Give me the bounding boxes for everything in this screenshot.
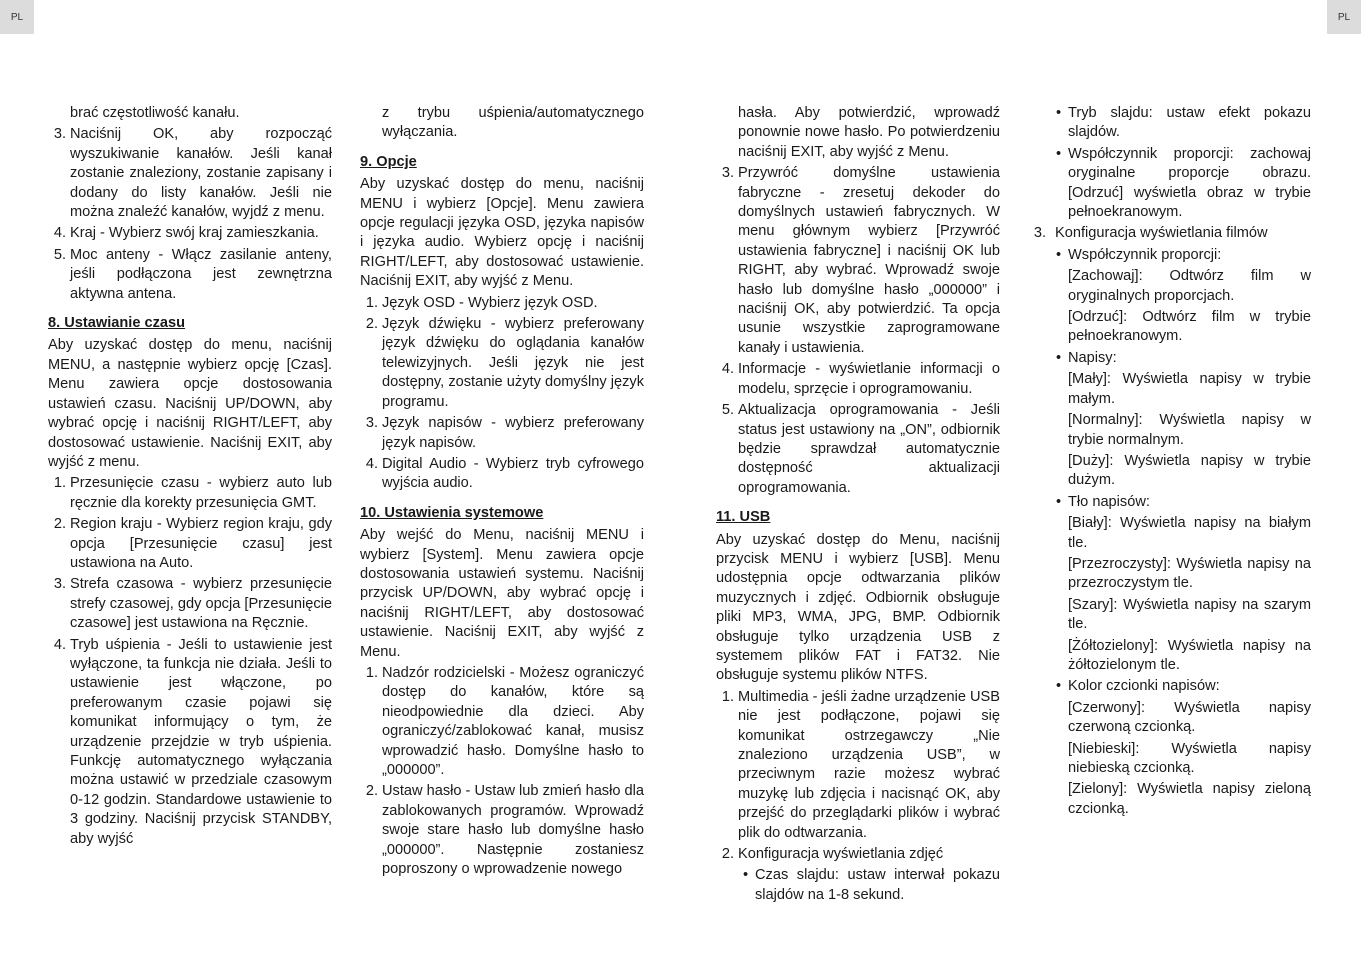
language-tab-right: PL [1327,0,1361,34]
list-item: 3. Strefa czasowa - wybierz przesunięcie strefy czasowej, gdy opcja [Przesunięcie czasowe] jest ustawiona na Ręcznie. [53,576,332,632]
sub-option: [Odrzuć]: Odtwórz film w trybie pełnoekranowym. [1068,309,1311,345]
bullet-item: • Czas slajdu: ustaw interwał pokazu slajdów na 1-8 sekund. [743,867,1000,903]
sub-option: [Biały]: Wyświetla napisy na białym tle. [1068,515,1311,551]
list-item: 1. Przesunięcie czasu - wybierz auto lub ręcznie dla korekty przesunięcia GMT. [53,475,332,511]
list-item: 2. Region kraju - Wybierz region kraju, gdy opcja [Przesunięcie czasu] jest ustawiona na Auto. [53,516,332,571]
list-item: 4. Kraj - Wybierz swój kraj zamieszkania. [53,225,319,242]
list-item: 3. Przywróć domyślne ustawienia fabryczne - zresetuj dekoder do domyślnych ustawień fabrycznych. W menu głównym wybierz [Przywróć ustawienia fabryczne] i naciśnij OK lub RIGHT, aby wybrać. Wprowadź swoje hasło lub domyślne hasło „000000” i naciśnij OK, aby potwierdzić. Ta opcja usunie wszystkie zaprogramowane kanały i ustawienia. [721,165,1000,356]
sub-option: [Zachowaj]: Odtwórz film w oryginalnych proporcjach. [1068,268,1311,304]
sub-option: [Żółtozielony]: Wyświetla napisy na żółtozielonym tle. [1068,637,1311,673]
bullet-item: • Współczynnik proporcji: [1056,246,1222,263]
sub-option: [Mały]: Wyświetla napisy w trybie małym. [1068,371,1311,407]
list-item: 5. Aktualizacja oprogramowania - Jeśli status jest ustawiony na „ON”, odbiornik będzie sprawdzał automatycznie dostępność aktualizacji oprogramowania. [721,402,1000,496]
sub-option: [Niebieski]: Wyświetla napisy niebieską czcionką. [1068,740,1311,776]
list-item: 2. Konfiguracja wyświetlania zdjęć [721,846,944,863]
continued-text: brać częstotliwość kanału. [70,105,240,121]
list-item: 4. Digital Audio - Wybierz tryb cyfrowego wyjścia audio. [365,455,644,492]
sub-option: [Normalny]: Wyświetla napisy w trybie normalnym. [1068,412,1311,448]
column-3 [716,104,1000,907]
section-heading-options: 9. Opcje [360,153,417,170]
list-item: 2. Język dźwięku - wybierz preferowany język dźwięku do oglądania kanałów telewizyjnych. Jeśli język nie jest dostępny, zostanie użyty domyślny język programu. [365,316,644,410]
continued-text: z trybu uśpienia/automatycznego wyłączania. [382,105,644,141]
language-tab-left: PL [0,0,34,34]
sub-option: [Zielony]: Wyświetla napisy zieloną czcionką. [1068,781,1311,817]
section-heading-usb: 11. USB [716,509,771,526]
list-item: 3. Język napisów - wybierz preferowany język napisów. [365,415,644,451]
bullet-item: • Tryb slajdu: ustaw efekt pokazu slajdów. [1056,105,1311,141]
sub-option: [Przezroczysty]: Wyświetla napisy na przezroczystym tle. [1068,555,1311,592]
list-item: 1. Język OSD - Wybierz język OSD. [365,294,598,311]
section-paragraph: Aby uzyskać dostęp do Menu, naciśnij przycisk MENU i wybierz [USB]. Menu udostępnia opcje odtwarzania plików muzycznych i zdjęć. Odbiornik obsługuje pliki MP3, WMA, JPG, BMP. Odbiornik obsługuje tylko urządzenia USB z systemem plików FAT i FAT32. Nie obsługuje systemu plików NTFS. [716,531,1000,684]
sub-option: [Czerwony]: Wyświetla napisy czerwoną czcionką. [1068,699,1311,736]
bullet-item: • Współczynnik proporcji: zachowaj oryginalne proporcje obrazu. [Odrzuć] wyświetla obraz w trybie pełnoekranowym. [1056,145,1311,221]
list-item: 4. Tryb uśpienia - Jeśli to ustawienie jest wyłączone, ta funkcja nie działa. Jeśli to ustawienie jest włączone, po preferowanym czasie pojawi się komunikat informujący o tym, że urządzenie przejdzie w tryb uśpienia. Funkcję automatycznego wyłączania można ustawić w przedziale czasowym 0-12 godzin. Standardowe ustawienie to 3 godziny. Naciśnij przycisk STANDBY, aby wyjść [53,636,332,847]
sub-option: [Duży]: Wyświetla napisy w trybie dużym. [1068,452,1311,489]
continued-text: hasła. Aby potwierdzić, wprowadź ponownie nowe hasło. Po potwierdzeniu naciśnij EXIT, aby wyjść z Menu. [738,105,1000,160]
bullet-item: • Napisy: [1056,349,1117,366]
list-item: 3. Naciśnij OK, aby rozpocząć wyszukiwanie kanałów. Jeśli kanał zostanie znaleziony, zostanie zapisany i dodany do listy kanałów. Jeśli nie można znaleźć kanałów, wyjdź z menu. [53,126,332,221]
list-item: 5. Moc anteny - Włącz zasilanie anteny, jeśli podłączona jest zewnętrzna aktywna antena. [53,246,332,302]
list-item: 1. Multimedia - jeśli żadne urządzenie USB nie jest podłączone, pojawi się komunikat ostrzegawczy „Nie znaleziono urządzenia USB”, w przeciwnym razie możesz wybrać muzykę lub zdjęcia i nacisnąć OK, aby przejść do przeglądarki plików i wybrać plik do odtwarzania. [721,688,1000,841]
bullet-item: • Tło napisów: [1056,493,1150,510]
section-paragraph: Aby wejść do Menu, naciśnij MENU i wybierz [System]. Menu zawiera opcje dostosowania ustawień systemu. Naciśnij przycisk UP/DOWN, aby wybrać opcję i naciśnij RIGHT/LEFT, aby dostosować ustawienie. Naciśnij EXIT, aby wyjść z Menu. [360,527,644,660]
column-2 [360,104,644,881]
column-4 [1033,104,1311,821]
section-paragraph: Aby uzyskać dostęp do menu, naciśnij MENU, a następnie wybierz opcję [Czas]. Menu zawiera opcje dostosowania ustawień czasu. Naciśnij UP/DOWN, aby wybrać opcję i naciśnij RIGHT/LEFT, aby dostosować ustawienie. Naciśnij EXIT, aby wyjść z menu. [48,337,332,470]
section-heading-time: 8. Ustawianie czasu [48,315,186,332]
list-item: 3. Konfiguracja wyświetlania filmów [1033,225,1268,242]
list-item: 4. Informacje - wyświetlanie informacji o modelu, sprzęcie i oprogramowaniu. [721,361,1000,397]
list-item: 2. Ustaw hasło - Ustaw lub zmień hasło dla zablokowanych programów. Wprowadź swoje stare hasło lub domyślne hasło „000000”. Następnie zostaniesz poproszony o wprowadzenie nowego [365,783,644,878]
sub-option: [Szary]: Wyświetla napisy na szarym tle. [1068,596,1311,633]
bullet-item: • Kolor czcionki napisów: [1056,678,1220,695]
column-1 [48,104,332,851]
section-heading-system: 10. Ustawienia systemowe [360,504,544,521]
list-item: 1. Nadzór rodzicielski - Możesz ograniczyć dostęp do kanałów, które są nieodpowiednie dla dzieci. Aby ograniczyć/zablokować kanał, musisz wprowadzić hasło. Domyślne hasło to „000000”. [365,664,644,778]
section-paragraph: Aby uzyskać dostęp do menu, naciśnij MENU i wybierz [Opcje]. Menu zawiera opcje regulacji języka OSD, języka napisów i języka audio. Wybierz opcję i naciśnij RIGHT/LEFT, aby dostosować ustawienie. Naciśnij EXIT, aby wyjść z Menu. [360,176,644,290]
